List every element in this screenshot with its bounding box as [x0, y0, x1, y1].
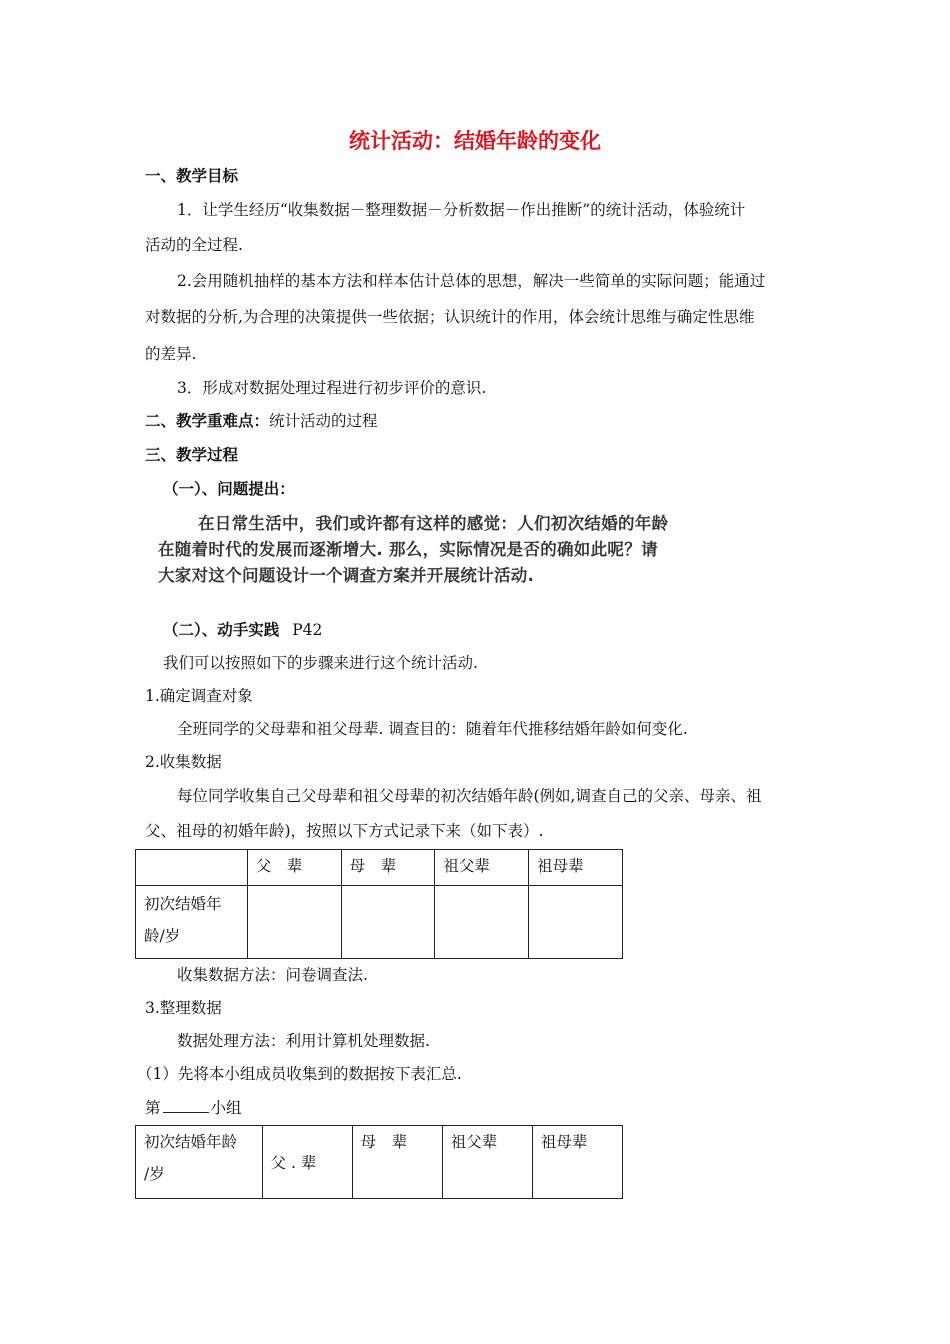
- step-2-line-2: 父、祖母的初婚年龄)，按照以下方式记录下来（如下表）.: [145, 822, 544, 840]
- quote-line-3: 大家对这个问题设计一个调查方案并开展统计活动.: [158, 566, 535, 585]
- section-2-text: 统计活动的过程: [269, 412, 378, 430]
- subsection-2-heading: （二）、动手实践: [163, 621, 280, 639]
- group-number-blank[interactable]: [163, 1098, 209, 1113]
- summary-table-label-line-2: /岁: [144, 1165, 165, 1183]
- goal-2-line-3: 的差异.: [145, 345, 197, 363]
- record-table-cell-father[interactable]: [247, 886, 341, 959]
- record-table-header-father: 父 辈: [247, 850, 341, 886]
- summary-table: [135, 1125, 623, 1199]
- summary-table-grandfather[interactable]: [442, 1126, 532, 1199]
- summary-table-father-label: 父 . 辈: [270, 1154, 317, 1172]
- processing-method: 数据处理方法：利用计算机处理数据.: [177, 1032, 430, 1050]
- group-label: [145, 1096, 242, 1118]
- subsection-1-heading: （一）、问题提出：: [163, 480, 295, 498]
- group-suffix: 小组: [210, 1099, 242, 1117]
- record-table-header-grandmother: 祖母辈: [529, 850, 623, 886]
- intro-text: 我们可以按照如下的步骤来进行这个统计活动.: [163, 654, 478, 672]
- summary-table-father[interactable]: [262, 1126, 352, 1199]
- summary-table-grandmother[interactable]: [532, 1126, 622, 1199]
- page-reference: P42: [292, 621, 323, 639]
- record-table-row-label-line-1: 初次结婚年: [144, 895, 222, 913]
- step-1-heading: 1.确定调查对象: [145, 687, 253, 705]
- goal-2-line-2: 对数据的分析,为合理的决策提供一些依据；认识统计的作用，体会统计思维与确定性思维: [145, 308, 755, 326]
- group-prefix: 第: [145, 1099, 161, 1117]
- goal-3: 3．形成对数据处理过程进行初步评价的意识.: [177, 379, 487, 397]
- subsection-2: [163, 618, 322, 640]
- record-table-row-label-line-2: 龄/岁: [144, 927, 181, 945]
- summary-table-row: [136, 1126, 623, 1199]
- quote-line-1: 在日常生活中，我们或许都有这样的感觉：人们初次结婚的年龄: [198, 514, 669, 533]
- record-table-cell-mother[interactable]: [341, 886, 435, 959]
- goal-2-line-1: 2.会用随机抽样的基本方法和样本估计总体的思想，解决一些简单的实际问题；能通过: [177, 272, 766, 290]
- section-3-heading: 三、教学过程: [145, 446, 239, 464]
- record-table-row-label: [136, 886, 248, 959]
- step-2-heading: 2.收集数据: [145, 753, 222, 771]
- summary-table-grandfather-label: 祖父辈: [450, 1133, 498, 1151]
- record-table-row: [136, 886, 623, 959]
- section-2-heading: 二、教学重难点：: [145, 412, 270, 430]
- document-title: 统计活动：结婚年龄的变化: [349, 129, 601, 153]
- quote-line-2: 在随着时代的发展而逐渐增大. 那么，实际情况是否的确如此呢？请: [158, 540, 658, 559]
- step-2-line-1: 每位同学收集自己父母辈和祖父母辈的初次结婚年龄(例如,调查自己的父亲、母亲、祖: [177, 787, 762, 805]
- step-1-text: 全班同学的父母辈和祖父母辈. 调查目的：随着年代推移结婚年龄如何变化.: [177, 720, 688, 738]
- record-table: [135, 849, 623, 959]
- summary-table-label: [136, 1126, 263, 1199]
- record-table-corner: [136, 850, 248, 886]
- record-table-header-row: [136, 850, 623, 886]
- summary-table-label-line-1: 初次结婚年龄: [144, 1133, 238, 1151]
- goal-1-line-2: 活动的全过程.: [145, 236, 243, 254]
- record-table-header-mother: 母 辈: [341, 850, 435, 886]
- step-3-heading: 3.整理数据: [145, 999, 222, 1017]
- section-2: [145, 409, 378, 431]
- summary-table-mother-label: 母 辈: [360, 1133, 408, 1151]
- section-1-heading: 一、教学目标: [145, 167, 239, 185]
- record-table-cell-grandfather[interactable]: [435, 886, 529, 959]
- summary-table-grandmother-label: 祖母辈: [540, 1133, 588, 1151]
- record-table-header-grandfather: 祖父辈: [435, 850, 529, 886]
- collection-method: 收集数据方法：问卷调查法.: [177, 966, 368, 984]
- summary-table-mother[interactable]: [352, 1126, 442, 1199]
- goal-1-line-1: 1．让学生经历“收集数据－整理数据－分析数据－作出推断”的统计活动，体验统计: [177, 201, 746, 219]
- record-table-cell-grandmother[interactable]: [529, 886, 623, 959]
- step-3-sub-1: （1）先将本小组成员收集到的数据按下表汇总.: [137, 1065, 462, 1083]
